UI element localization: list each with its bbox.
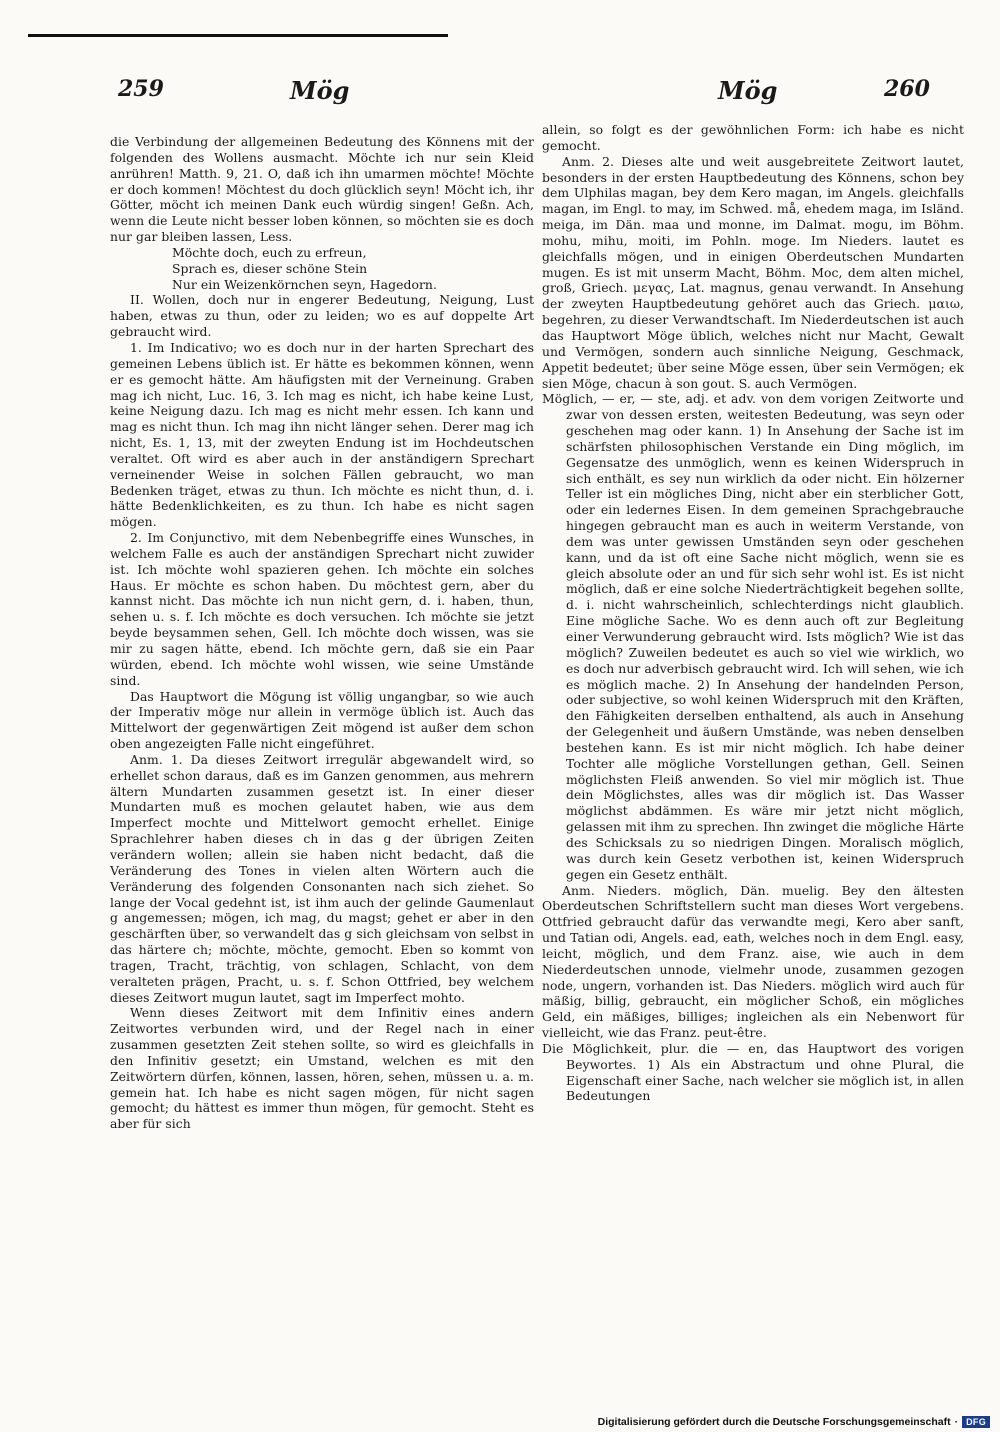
entry-moeglich: Möglich, — er, — ste, adj. et adv. von dem vorigen Zeitworte und zwar von dessen ersten, weitesten Bedeutung, was seyn oder geschehen mag oder kann. 1) In Ansehung der Sache ist im schärfsten philosophischen Verstande ein Ding möglich, im Gegensatze des unmöglich, wenn es keinen Widerspruch in sich enthält, es sey nun wirklich da oder nicht. Ein hölzerner Teller ist ein mögliches Ding, nicht aber ein sterblicher Gott, oder ein ledernes Eisen. In dem gemeinen Sprachgebrauche hingegen gebraucht man es auch in weiterm Verstande, von dem was unter gewissen Umständen seyn oder geschehen kann, und da ist oft eine Sache nicht möglich, wenn sie es gleich absolute oder an und für sich sehr wohl ist. Es ist nicht möglich, daß er eine solche Niederträchtigkeit begehen sollte, d. i. nicht wahrscheinlich, schlechterdings nicht glaublich. Eine mögliche Sache. Wo es denn auch oft zur Begleitung einer Verwunderung gebraucht wird. Ists möglich? Wie ist das möglich? Zuweilen bedeutet es auch so viel wie wirklich, wo es doch nur adverbisch gebraucht wird. Ich will sehen, wie ich es möglich mache. 2) In Ansehung der handelnden Person, oder subjective, so wohl keinen Widerspruch mit den Kräften, den Fähigkeiten derselben enthaltend, als auch in Ansehung der Gelegenheit und äußern Umstände, was neben denselben bestehen kann. Es ist mir nicht möglich. Ich habe deiner Tochter alle mögliche Vorstellungen gethan, Gell. Seinen möglichsten Fleiß anwenden. So viel mir möglich ist. Thue dein Möglichstes, alles was dir möglich ist. Das Wasser möglichst abdämmen. Es wäre mir jetzt nicht möglich, gelassen mit ihm zu sprechen. Ihn zwinget die mögliche Härte des Schicksals zu so niedrigen Dingen. Moralisch möglich, was durch kein Gesetz verbothen ist, keinen Widerspruch gegen ein Gesetz enthält. (542, 391, 964, 882)
paragraph: 1. Im Indicativo; wo es doch nur in der harten Sprechart des gemeinen Lebens üblich ist. Er hätte es bekommen können, wenn er es gemocht hätte. Am häufigsten mit der Verneinung. Graben mag ich nicht, Luc. 16, 3. Ich mag es nicht, ich habe keine Lust, keine Neigung dazu. Ich mag es nicht mehr essen. Ich kann und mag es nicht thun. Ich mag ihn nicht länger sehen. Derer mag ich nicht, Es. 1, 13, mit der zweyten Endung ist im Hochdeutschen veraltet. Oft wird es aber auch in der anständigern Sprechart verneinender Weise in solchen Fällen gebraucht, wo man Bedenken träget, etwas zu thun. Ich möchte es nicht thun, d. i. hätte Bedenklichkeiten, es zu thun. Ich habe es nicht sagen mögen. (110, 339, 534, 530)
left-running-head: Mög (290, 76, 350, 105)
paragraph: Anm. Nieders. möglich, Dän. muelig. Bey den ältesten Oberdeutschen Schriftstellern sucht man dieses Wort vergebens. Ottfried gebraucht dafür das verwandte megi, Kero aber sanft, und Tatian odi, Angels. ead, eath, welches noch in dem Engl. easy, leicht, möglich, und dem Franz. aise, wie auch in dem Niederdeutschen unnode, vielmehr unode, zusammen gezogen node, ungern, vorhanden ist. Das Nieders. möglich wird auch für mäßig, billig, gebraucht, ein möglicher Schoß, ein mögliches Geld, ein mäßiges, billiges; ingleichen als ein Nebenwort für vielleicht, wie das Franz. peut-être. (542, 882, 964, 1041)
left-page-number: 259 (118, 76, 164, 102)
verse-line: Sprach es, dieser schöne Stein (172, 260, 368, 276)
right-column (542, 122, 964, 1104)
right-running-head: Mög (718, 76, 778, 105)
paragraph: Anm. 1. Da dieses Zeitwort irregulär abgewandelt wird, so erhellet schon daraus, daß es im Ganzen genommen, aus mehrern ältern Mundarten zusammen gesetzt ist. In einer dieser Mundarten muß es mochen gelautet haben, wie aus dem Imperfect mochte und Mittelwort gemocht erhellet. Einige Sprachlehrer haben dieses ch in das g der übrigen Zeiten verändern wollen; allein sie haben nicht bedacht, daß die Veränderung des Tones in vielen alten Wörtern auch die Veränderung des folgenden Consonanten nach sich ziehet. So lange der Vocal gedehnt ist, ist ihm auch der gelinde Gaumenlaut g angemessen; mögen, ich mag, du magst; gehet er aber in den geschärften über, so verwandelt das g sich gleichsam von selbst in das härtere ch; möchte, möchte, gemocht. Eben so kommt von tragen, Tracht, trächtig, von schlagen, Schlacht, von dem veralteten prägen, Pracht, u. s. f. Schon Ottfried, bey welchem dieses Zeitwort mugun lautet, sagt im Imperfect mohto. (110, 751, 534, 1005)
paragraph: Das Hauptwort die Mögung ist völlig ungangbar, so wie auch der Imperativ möge nur allein in vermöge üblich ist. Auch das Mittelwort der gegenwärtigen Zeit mögend ist außer dem schon oben angezeigten Falle nicht eingeführet. (110, 688, 534, 752)
verse-line: Möchte doch, euch zu erfreun, (172, 244, 367, 260)
entry-moeglichkeit: Die Möglichkeit, plur. die — en, das Hauptwort des vorigen Beywortes. 1) Als ein Abstractum und ohne Plural, die Eigenschaft einer Sache, nach welcher sie möglich ist, in allen Bedeutungen (542, 1040, 964, 1104)
verse-line: Nur ein Weizenkörnchen seyn, Hagedorn. (172, 276, 437, 292)
left-column (110, 134, 534, 1132)
paragraph: II. Wollen, doch nur in engerer Bedeutung, Neigung, Lust haben, etwas zu thun, oder zu leiden; wo es auf doppelte Art gebraucht wird. (110, 292, 534, 340)
paragraph: 2. Im Conjunctivo, mit dem Nebenbegriffe eines Wunsches, in welchem Falle es auch der anständigen Sprechart nicht zuwider ist. Ich möchte wohl spazieren gehen. Ich möchte ein solches Haus. Er möchte es schon haben. Du möchtest gern, aber du kannst nicht. Das möchte ich nun nicht gern, d. i. haben, thun, sehen u. s. f. Ich möchte es doch versuchen. Ich möchte sie jetzt beyde beysammen sehen, Gell. Ich möchte doch wissen, was sie mir zu sagen hätte, ebend. Ich möchte gern, daß sie ein Paar würden, ebend. Ich möchte wohl wissen, wie seine Umstände sind. (110, 530, 534, 688)
footer-credit-text: Digitalisierung gefördert durch die Deutsche Forschungsgemeinschaft (597, 1416, 951, 1428)
paragraph: Anm. 2. Dieses alte und weit ausgebreitete Zeitwort lautet, besonders in der ersten Hauptbedeutung des Könnens, schon bey dem Ulphilas magan, bey dem Kero magan, im Angels. gleichfalls magan, im Engl. to may, im Schwed. må, ehedem maga, im Isländ. meiga, im Dän. maa und monne, im Dalmat. mogu, im Böhm. mohu, mihu, moiti, im Pohln. moge. Im Nieders. lautet es gleichfalls mögen, und in einigen Oberdeutschen Mundarten mugen. Es ist mit unserm Macht, Böhm. Moc, dem alten michel, groß, Griech. μεγας, Lat. magnus, genau verwandt. In Ansehung der zweyten Hauptbedeutung gehöret auch das Griech. μαιω, begehren, zu dieser Verwandtschaft. Im Niederdeutschen ist auch das Hauptwort Möge üblich, welches nicht nur Macht, Gewalt und Vermögen, sondern auch sinnliche Neigung, Geschmack, Appetit bedeutet; über seine Möge essen, über sein Vermögen; ek sien Möge, chacun à son gout. S. auch Vermögen. (542, 153, 964, 391)
paragraph: die Verbindung der allgemeinen Bedeutung des Könnens mit der folgenden des Wollens ausmacht. Möchte ich nur sein Kleid anrühren! Matth. 9, 21. O, daß ich ihn umarmen möchte! Möchte er doch kommen! Möchtest du doch glücklich seyn! Möcht ich, ihr Götter, möcht ich meinen Dank euch würdig singen! Geßn. Ach, wenn die Leute nicht besser loben können, so möchten sie es doch nur gar bleiben lassen, Less. (110, 134, 534, 245)
paragraph: Wenn dieses Zeitwort mit dem Infinitiv eines andern Zeitwortes verbunden wird, und der Regel nach in einer zusammen gesetzten Zeit stehen sollte, so wird es gleichfalls in den Infinitiv gesetzt; ein Umstand, welchen es mit den Zeitwörtern dürfen, können, lassen, hören, sehen, müssen u. a. m. gemein hat. Ich habe es nicht sagen mögen, für nicht sagen gemocht; du hättest es immer thun mögen, für gemocht. Steht es aber für sich (110, 1005, 534, 1132)
top-rule (28, 34, 448, 37)
right-page-number: 260 (884, 76, 930, 102)
footer-credit: Digitalisierung gefördert durch die Deutsche Forschungsgemeinschaft · DFG (548, 1414, 990, 1430)
paragraph: allein, so folgt es der gewöhnlichen Form: ich habe es nicht gemocht. (542, 122, 964, 153)
dfg-logo[interactable]: DFG (962, 1416, 990, 1428)
